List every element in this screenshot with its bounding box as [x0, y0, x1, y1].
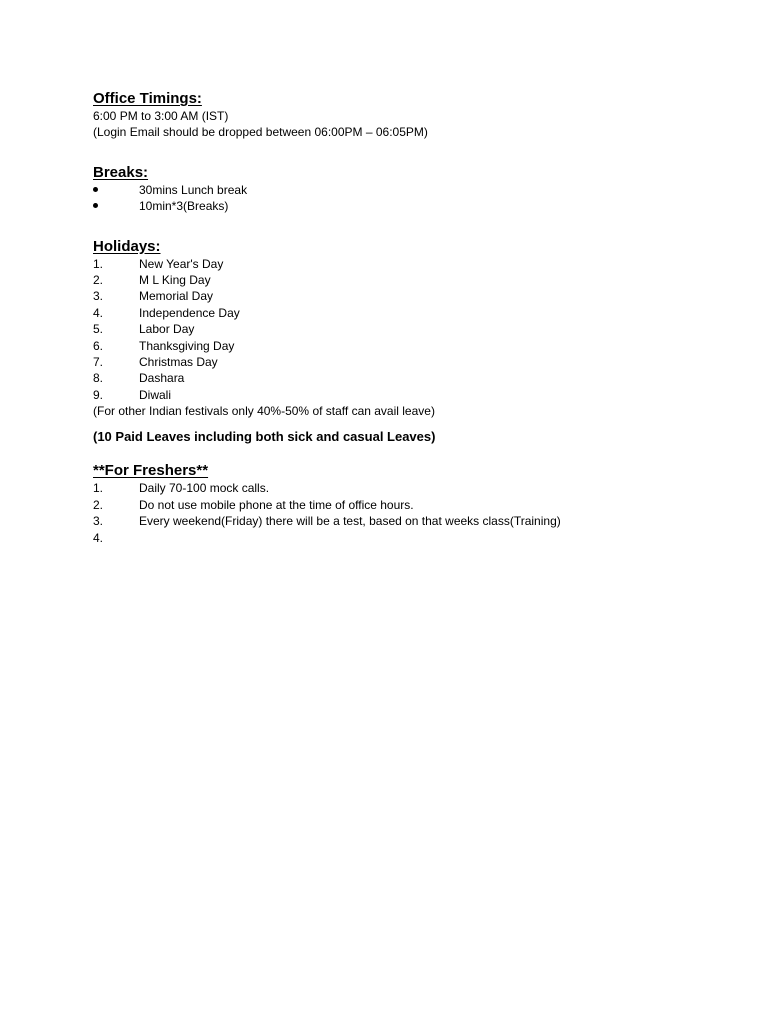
- document-content: [93, 90, 733, 546]
- fresher-rule: Do not use mobile phone at the time of office hours.: [139, 497, 414, 512]
- list-item: [93, 497, 733, 513]
- spacer: [93, 141, 733, 164]
- bullet-icon: [93, 187, 98, 192]
- office-timings-hours: 6:00 PM to 3:00 AM (IST): [93, 109, 229, 123]
- office-timings-heading: Office Timings:: [93, 90, 202, 107]
- list-number: 7.: [93, 354, 104, 369]
- holidays-heading: Holidays:: [93, 237, 161, 255]
- holiday-name: Diwali: [139, 387, 172, 402]
- list-number: 8.: [93, 371, 104, 386]
- list-item: [93, 387, 733, 403]
- list-item: [93, 513, 733, 529]
- list-number: 2.: [93, 272, 104, 287]
- freshers-section: [93, 462, 733, 546]
- list-number: 6.: [93, 338, 104, 353]
- holidays-note: (For other Indian festivals only 40%-50% of staff can avail leave): [93, 404, 435, 419]
- fresher-rule: Every weekend(Friday) there will be a test, based on that weeks class(Training): [139, 514, 561, 529]
- list-item: [93, 256, 733, 272]
- break-item-text: 30mins Lunch break: [139, 182, 248, 197]
- holiday-name: Memorial Day: [139, 289, 214, 304]
- list-item: [93, 198, 733, 214]
- list-item: [93, 272, 733, 288]
- list-number: 1.: [93, 256, 104, 271]
- office-timings-login-note: (Login Email should be dropped between 06:00PM – 06:05PM): [93, 125, 428, 140]
- list-item: [93, 354, 733, 370]
- breaks-section: [93, 164, 733, 215]
- list-number: 9.: [93, 387, 104, 402]
- holiday-name: Dashara: [139, 371, 185, 386]
- spacer: [93, 419, 733, 428]
- break-item-text: 10min*3(Breaks): [139, 199, 229, 214]
- holiday-name: New Year's Day: [139, 256, 224, 271]
- freshers-heading: **For Freshers**: [93, 462, 209, 480]
- breaks-heading: Breaks:: [93, 163, 149, 181]
- list-item: [93, 305, 733, 321]
- holidays-list: [93, 256, 733, 404]
- holiday-name: Independence Day: [139, 305, 240, 320]
- spacer: [93, 446, 733, 462]
- office-timings-section: [93, 90, 733, 141]
- holiday-name: M L King Day: [139, 272, 211, 287]
- holiday-name: Thanksgiving Day: [139, 338, 235, 353]
- list-item: [93, 480, 733, 496]
- list-item: [93, 530, 733, 546]
- list-number: 1.: [93, 481, 104, 496]
- holidays-section: [93, 238, 733, 420]
- list-item: [93, 370, 733, 386]
- fresher-rule: Daily 70-100 mock calls.: [139, 481, 270, 496]
- paid-leaves-note: (10 Paid Leaves including both sick and casual Leaves): [93, 429, 436, 445]
- list-number: 4.: [93, 305, 104, 320]
- breaks-list: [93, 182, 733, 215]
- list-number: 4.: [93, 530, 104, 545]
- list-number: 3.: [93, 289, 104, 304]
- bullet-icon: [93, 203, 98, 208]
- list-item: [93, 182, 733, 198]
- list-item: [93, 321, 733, 337]
- list-number: 3.: [93, 514, 104, 529]
- spacer: [93, 215, 733, 238]
- list-item: [93, 338, 733, 354]
- list-item: [93, 288, 733, 304]
- holiday-name: Labor Day: [139, 322, 195, 337]
- list-number: 2.: [93, 497, 104, 512]
- list-number: 5.: [93, 322, 104, 337]
- freshers-list: [93, 480, 733, 546]
- holiday-name: Christmas Day: [139, 354, 218, 369]
